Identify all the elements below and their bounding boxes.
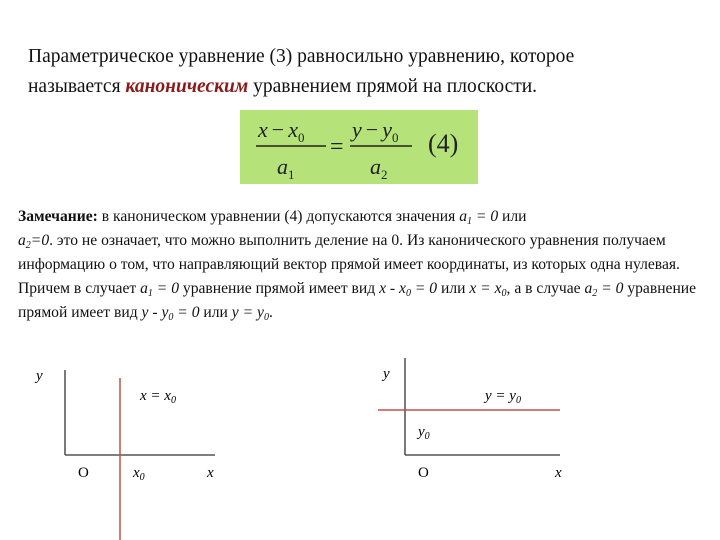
graph1-origin-label: O xyxy=(78,465,89,481)
remark-fragment: a xyxy=(584,280,593,297)
remark-fragment: = 0 xyxy=(410,280,438,297)
remark-fragment: = 0 xyxy=(597,280,624,297)
remark-fragment: x = x xyxy=(469,280,502,297)
remark-fragment: = 0 xyxy=(472,208,499,225)
equation-number: (4) xyxy=(428,129,459,158)
eq-y: y xyxy=(352,117,362,142)
remark-fragment: 1 xyxy=(147,288,153,299)
remark-fragment: в каноническом уравнении (4) допускаются значения xyxy=(97,208,460,225)
remark-fragment: a xyxy=(18,232,26,249)
remark-fragment: или xyxy=(199,304,232,321)
remark-fragment: = 0 xyxy=(152,280,180,297)
remark-fragment: 0 xyxy=(263,312,269,323)
eq-a1: a xyxy=(277,154,288,179)
eq-y0: y xyxy=(382,117,392,142)
remark-fragment: или xyxy=(437,280,470,297)
graph1-x0-label xyxy=(132,465,145,483)
remark-fragment: =0 xyxy=(30,232,50,249)
graph-horizontal-line xyxy=(378,358,562,481)
eq-a2-sub: 2 xyxy=(381,167,388,182)
eq-minus-1: − xyxy=(271,117,285,142)
remark-label: Замечание: xyxy=(18,208,98,225)
remark-fragment: y = y xyxy=(231,304,264,321)
remark-fragment: уравнение прямой имеет вид xyxy=(18,280,697,321)
graph2-origin-label: O xyxy=(418,465,429,481)
graph-vertical-line xyxy=(34,368,215,540)
intro-line-1: Параметрическое уравнение (3) равносильно уравнению, которое xyxy=(28,46,575,67)
remark-fragment: 1 xyxy=(467,216,473,227)
canonical-highlight: каноническим xyxy=(125,76,249,97)
remark-fragment: x - x xyxy=(379,280,406,297)
remark-fragment: или xyxy=(498,208,527,225)
remark-fragment: a xyxy=(459,208,468,225)
remark-fragment: 0 xyxy=(515,395,521,406)
remark-fragment: уравнение прямой имеет вид xyxy=(179,280,380,297)
remark-fragment: 0 xyxy=(139,472,145,483)
remark-fragment: . это не означает, что можно выполнить деление на 0. Из канонического уравнения получаем информацию о том, что направляющий вектор прямой имеет координаты, из которых одна нулевая. Причем в случает xyxy=(18,232,680,297)
remark-fragment: y = y xyxy=(485,388,516,404)
eq-minus-2: − xyxy=(365,117,379,142)
remark-fragment: 0 xyxy=(170,395,176,406)
remark-fragment: y - y xyxy=(141,304,169,321)
remark-fragment: a xyxy=(140,280,148,297)
remark-fragment: , а в случае xyxy=(506,280,585,297)
remark-fragment: = 0 xyxy=(173,304,200,321)
graph2-line-label xyxy=(483,388,521,406)
eq-x0-sub: 0 xyxy=(297,130,305,145)
eq-y0-sub: 0 xyxy=(391,130,399,145)
remark-fragment: x xyxy=(133,465,140,481)
graph2-x-label: x xyxy=(555,465,562,481)
graph1-x-label: x xyxy=(207,465,214,481)
eq-a2: a xyxy=(370,154,381,179)
remark-fragment: 0 xyxy=(501,288,507,299)
graph1-line-label xyxy=(139,388,176,406)
remark-fragment: 0 xyxy=(168,312,174,323)
remark-fragment: x = x xyxy=(140,388,171,404)
remark-fragment: 0 xyxy=(424,431,430,442)
eq-x0: x xyxy=(288,117,298,142)
remark-fragment: 2 xyxy=(592,288,598,299)
eq-equals: = xyxy=(330,134,344,160)
graph1-y-label: y xyxy=(36,368,43,384)
graph2-y-label: y xyxy=(383,366,390,382)
intro-line-2-end: уравнением прямой на плоскости. xyxy=(248,76,538,97)
remark-fragment: 0 xyxy=(405,288,411,299)
remark-fragment: y xyxy=(418,424,425,440)
intro-line-2-start: называется xyxy=(28,76,126,97)
remark-fragment: 2 xyxy=(25,240,31,251)
eq-a1-sub: 1 xyxy=(288,167,295,182)
graph2-y0-label xyxy=(416,424,430,442)
remark-fragment: . xyxy=(268,304,273,321)
eq-x: x xyxy=(258,117,268,142)
